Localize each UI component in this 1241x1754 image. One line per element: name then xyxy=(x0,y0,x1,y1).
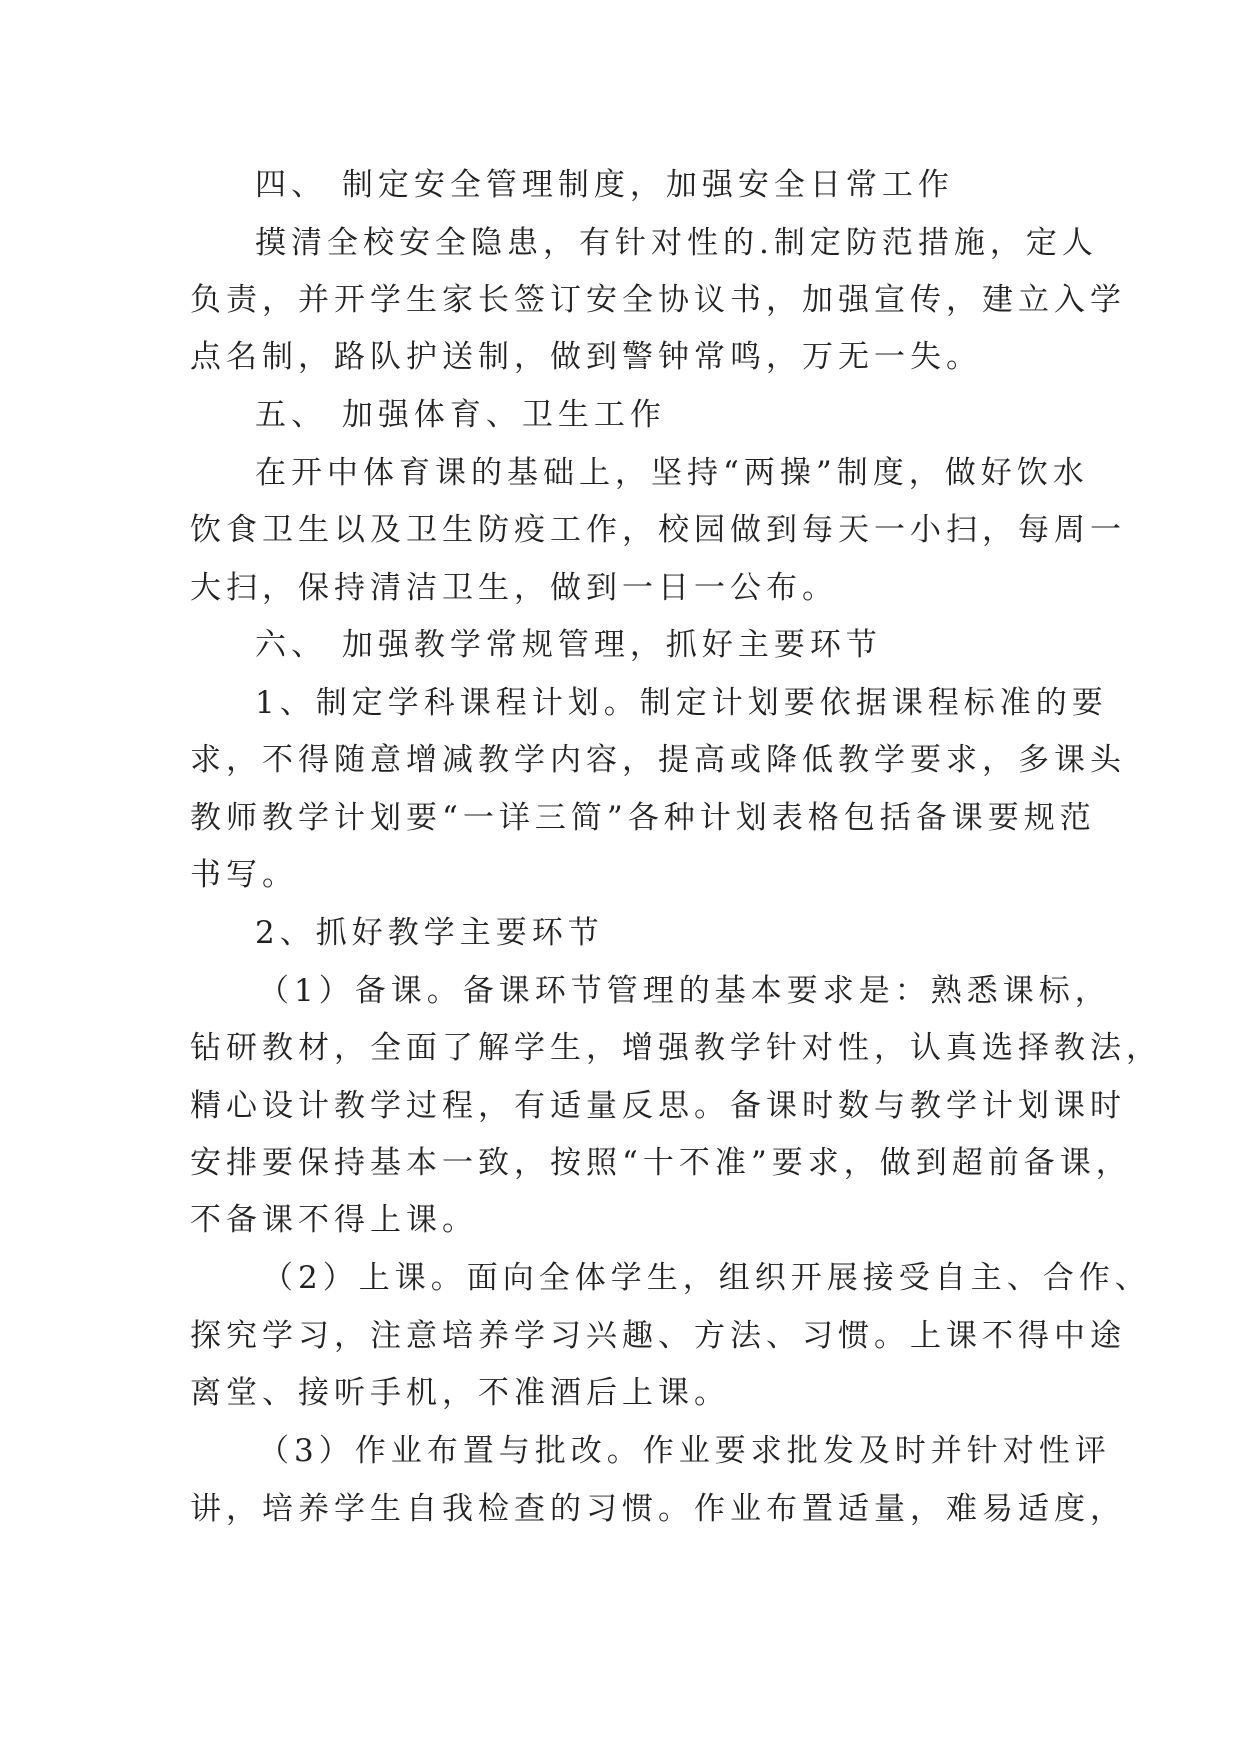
paragraph-line: 1、制定学科课程计划。制定计划要依据课程标准的要 xyxy=(255,685,1108,721)
paragraph-line: 安排要保持基本一致，按照“十不准”要求，做到超前备课， xyxy=(190,1145,1132,1181)
paragraph-line: 讲，培养学生自我检查的习惯。作业布置适量，难易适度， xyxy=(190,1491,1126,1527)
paragraph-line: 教师教学计划要“一详三简”各种计划表格包括备课要规范 xyxy=(190,800,1096,836)
paragraph-line: 钻研教材，全面了解学生，增强教学针对性，认真选择教法， xyxy=(190,1030,1162,1066)
paragraph-line: （2）上课。面向全体学生，组织开展接受自主、合作、 xyxy=(262,1260,1151,1296)
paragraph-line: 大扫，保持清洁卫生，做到一日一公布。 xyxy=(190,570,838,606)
paragraph-line: 书写。 xyxy=(190,857,298,893)
section-heading-6: 六、 加强教学常规管理，抓好主要环节 xyxy=(255,627,882,663)
paragraph-line: （3）作业布置与批改。作业要求批发及时并针对性评 xyxy=(258,1433,1111,1469)
paragraph-line: 负责，并开学生家长签订安全协议书，加强宣传，建立入学 xyxy=(190,282,1126,318)
paragraph-line: 精心设计教学过程，有适量反思。备课时数与教学计划课时 xyxy=(190,1088,1126,1124)
paragraph-line: （1）备课。备课环节管理的基本要求是：熟悉课标， xyxy=(258,973,1111,1009)
section-heading-4: 四、 制定安全管理制度，加强安全日常工作 xyxy=(255,167,954,203)
paragraph-line: 点名制，路队护送制，做到警钟常鸣，万无一失。 xyxy=(190,339,982,375)
paragraph-line: 求，不得随意增减教学内容，提高或降低教学要求，多课头 xyxy=(190,742,1126,778)
sub-heading: 2、抓好教学主要环节 xyxy=(255,915,604,951)
paragraph-line: 探究学习，注意培养学习兴趣、方法、习惯。上课不得中途 xyxy=(190,1318,1126,1354)
paragraph-line: 不备课不得上课。 xyxy=(190,1202,478,1238)
section-heading-5: 五、 加强体育、卫生工作 xyxy=(255,397,666,433)
paragraph-line: 饮食卫生以及卫生防疫工作，校园做到每天一小扫，每周一 xyxy=(190,512,1126,548)
paragraph-line: 离堂、接听手机，不准酒后上课。 xyxy=(190,1375,730,1411)
paragraph-line: 摸清全校安全隐患，有针对性的.制定防范措施，定人 xyxy=(255,225,1098,261)
paragraph-line: 在开中体育课的基础上，坚持“两操”制度，做好饮水 xyxy=(255,455,1089,491)
